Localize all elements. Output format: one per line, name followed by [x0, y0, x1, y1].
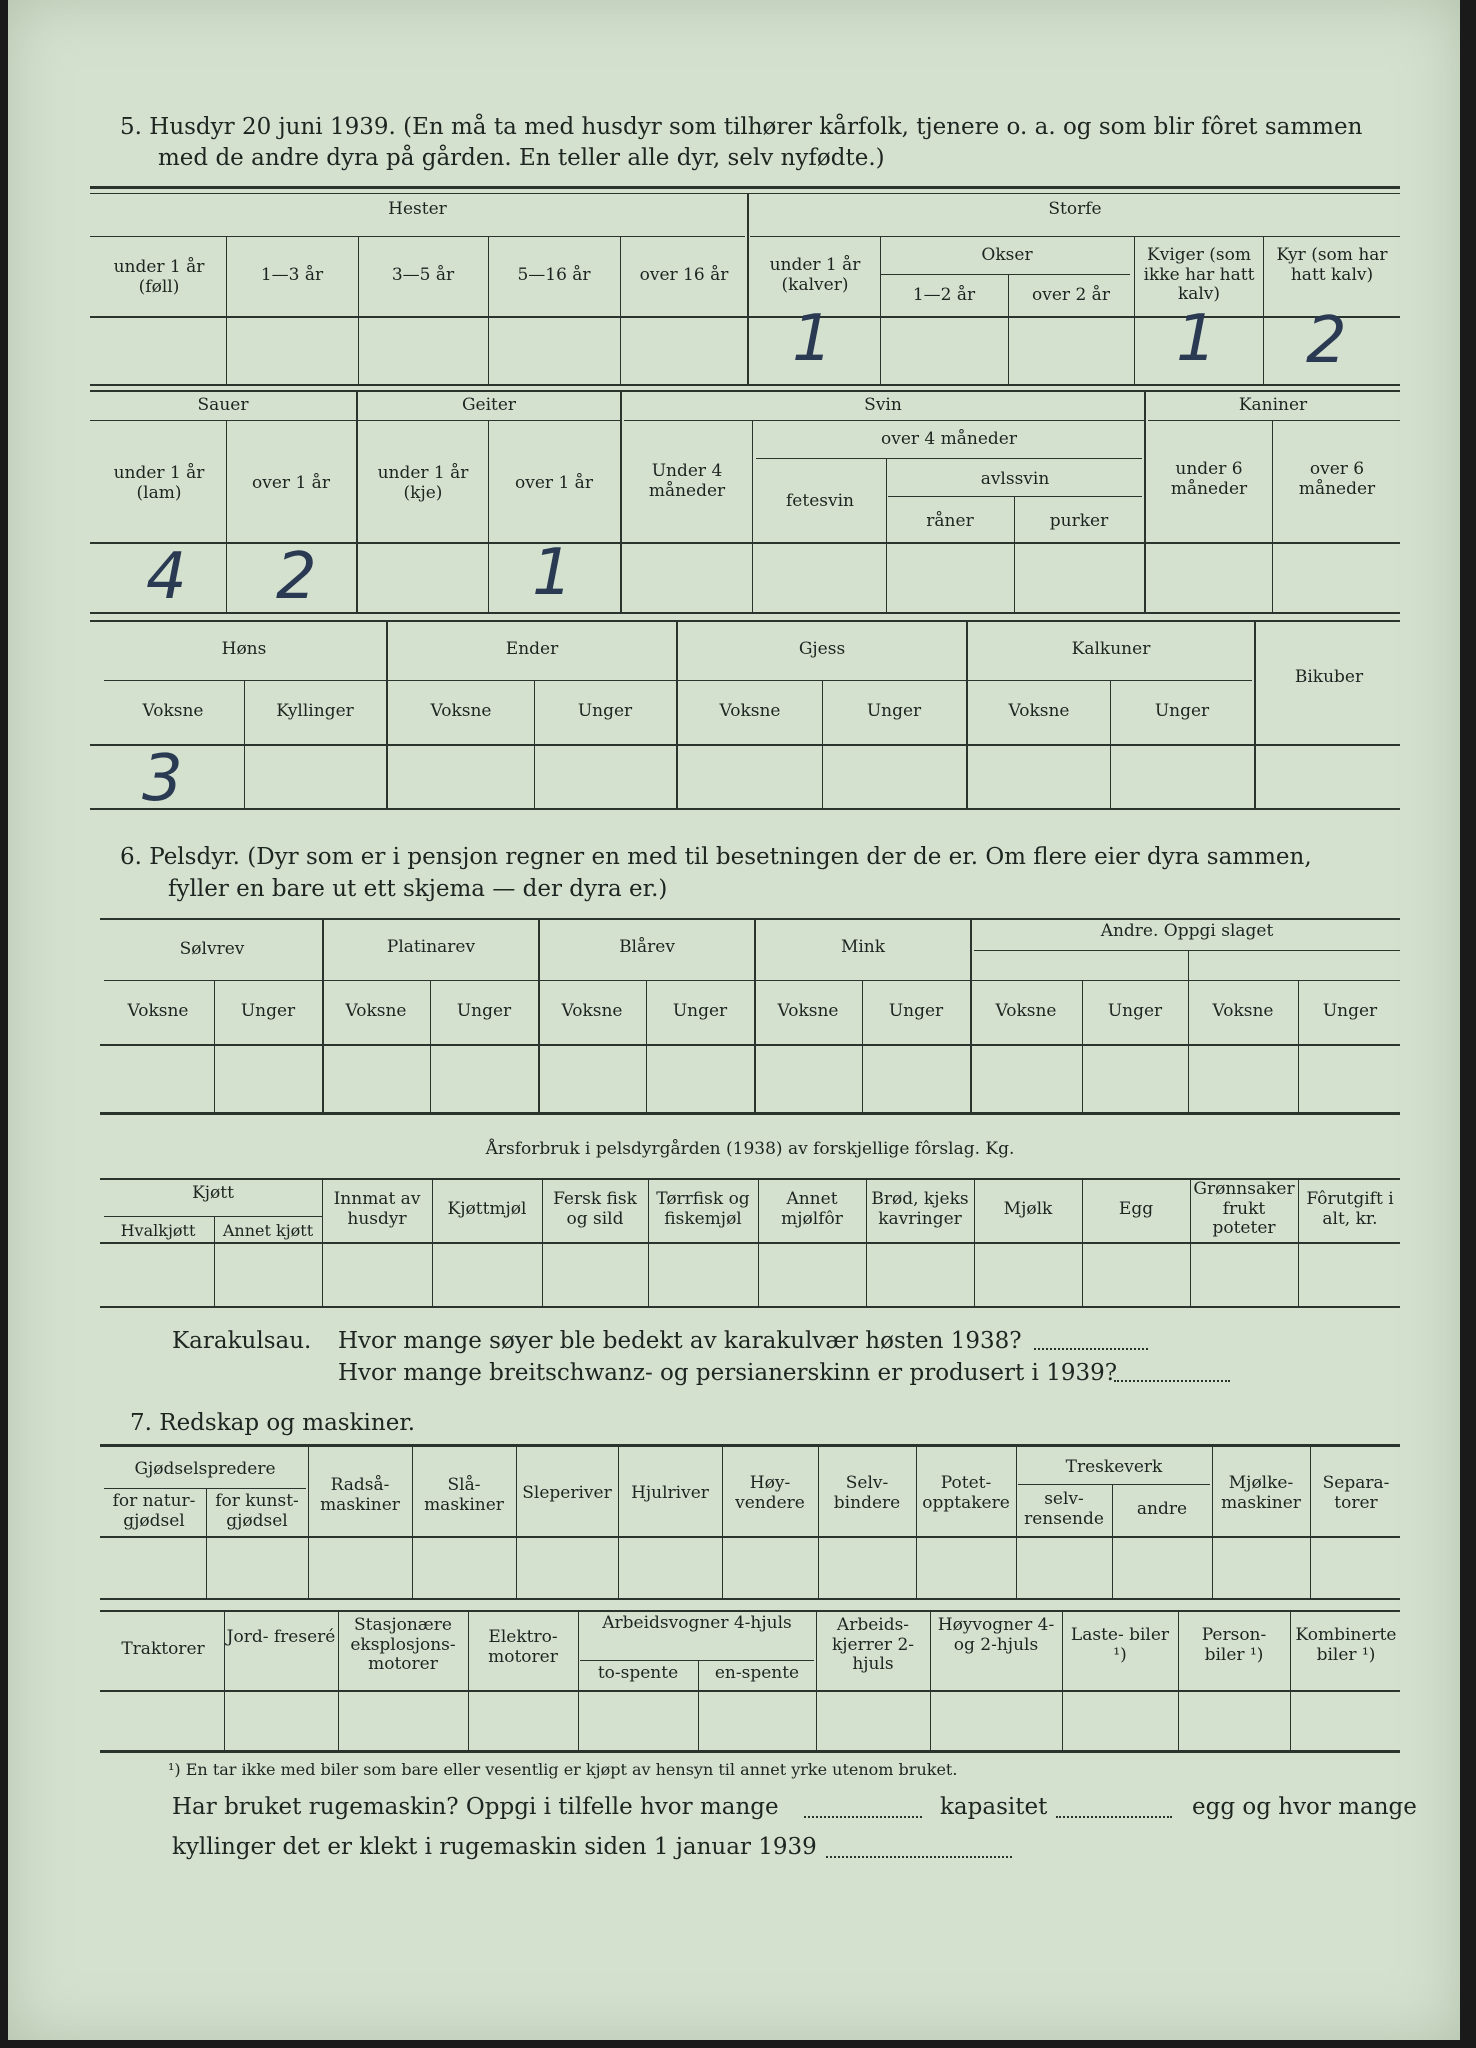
torrfisk-header: Tørrfisk og fiskemjøl	[656, 1189, 750, 1229]
storfe-header: Storfe	[1048, 199, 1102, 219]
value-hons-voksne: 3	[142, 742, 183, 816]
innmat-header: Innmat av husdyr	[333, 1189, 421, 1229]
svin-under4: Under 4 måneder	[648, 461, 726, 501]
traktorer-header: Traktorer	[121, 1639, 205, 1659]
value-kalver: 1	[792, 302, 833, 376]
sec5-intro-line1: 5. Husdyr 20 juni 1939. (En må ta med husdyr som tilhører kårfolk, tjenere o. a. og som blir fôret sammen	[120, 114, 1363, 140]
value-kviger: 1	[1176, 302, 1217, 376]
solvrev-voksne: Voksne	[127, 1001, 189, 1021]
solvrev-unger: Unger	[240, 1001, 296, 1021]
okser-over2: over 2 år	[1032, 285, 1110, 305]
platinarev-header: Platinarev	[386, 937, 476, 957]
enspente-header: en-spente	[714, 1663, 800, 1683]
rugemaskin-question: Har bruket rugemaskin? Oppgi i tilfelle hvor mange	[172, 1794, 779, 1820]
svin-over4: over 4 måneder	[881, 429, 1017, 449]
hester-header: Hester	[388, 199, 447, 219]
gjess-voksne: Voksne	[719, 701, 781, 721]
rugemaskin-egg-label: egg og hvor mange	[1192, 1794, 1417, 1820]
kombi-header: Kombinerte biler ¹)	[1295, 1625, 1397, 1665]
gjess-header: Gjess	[798, 639, 846, 659]
sauer-over1: over 1 år	[252, 473, 330, 493]
sec6-intro-line2: fyller en bare ut ett skjema — der dyra er.)	[168, 876, 668, 902]
andre-header: Andre. Oppgi slaget	[1100, 921, 1274, 941]
sec5-intro-line2: med de andre dyra på gården. En teller alle dyr, selv nyfødte.)	[158, 145, 885, 171]
mjolke-header: Mjølke- maskiner	[1221, 1473, 1301, 1513]
hester-under1: under 1 år (føll)	[113, 257, 205, 297]
gronnsaker-header: Grønnsaker frukt poteter	[1193, 1179, 1295, 1239]
hoyvogner-header: Høyvogner 4- og 2-hjuls	[937, 1615, 1055, 1655]
kyr-header: Kyr (som har hatt kalv)	[1276, 245, 1388, 285]
elektro-header: Elektro- motorer	[488, 1627, 558, 1667]
hester-over16: over 16 år	[639, 265, 729, 285]
karakul-q1-answer-line[interactable]	[1034, 1348, 1148, 1350]
footnote: ¹) En tar ikke med biler som bare eller vesentlig er kjøpt av hensyn til annet yrke utenom bruket.	[168, 1760, 958, 1779]
ender-header: Ender	[505, 639, 559, 659]
karakul-q2: Hvor mange breitschwanz- og persianerskinn er produsert i 1939?	[338, 1360, 1118, 1386]
geiter-header: Geiter	[461, 395, 517, 415]
bikuber-header: Bikuber	[1294, 667, 1364, 687]
kalkuner-header: Kalkuner	[1071, 639, 1151, 659]
value-geit-over1: 1	[532, 536, 573, 610]
svin-purker: purker	[1049, 511, 1109, 531]
kjerrer-header: Arbeids- kjerrer 2-hjuls	[831, 1615, 915, 1675]
census-form-page	[8, 0, 1460, 2040]
radsa-header: Radså- maskiner	[320, 1475, 400, 1515]
tospente-header: to-spente	[597, 1663, 679, 1683]
karakul-q2-answer-line[interactable]	[1114, 1380, 1230, 1382]
karakul-label: Karakulsau.	[172, 1328, 312, 1354]
arbeidsvogner-header: Arbeidsvogner 4-hjuls	[602, 1613, 792, 1633]
blarev-unger: Unger	[672, 1001, 728, 1021]
potet-header: Potet- opptakere	[922, 1473, 1010, 1513]
hjulriver-header: Hjulriver	[631, 1483, 709, 1503]
hester-1-3: 1—3 år	[260, 265, 324, 285]
kaniner-header: Kaniner	[1238, 395, 1308, 415]
sec6-intro-line1: 6. Pelsdyr. (Dyr som er i pensjon regner en med til besetningen der de er. Om flere eier dyra sammen,	[120, 844, 1312, 870]
ender-voksne: Voksne	[430, 701, 492, 721]
sla-header: Slå- maskiner	[424, 1475, 504, 1515]
kalkuner-voksne: Voksne	[1008, 701, 1070, 721]
andre1-unger: Unger	[1107, 1001, 1163, 1021]
blarev-voksne: Voksne	[561, 1001, 623, 1021]
rugemaskin-kapasitet-line[interactable]	[1056, 1816, 1172, 1818]
kjottmjol-header: Kjøttmjøl	[447, 1199, 527, 1219]
andre2-unger: Unger	[1322, 1001, 1378, 1021]
kaniner-under6: under 6 måneder	[1170, 459, 1248, 499]
annet-mjolfor-header: Annet mjølfôr	[781, 1189, 843, 1229]
svin-fetesvin: fetesvin	[786, 491, 854, 511]
brod-header: Brød, kjeks kavringer	[871, 1189, 969, 1229]
andre-tresk-header: andre	[1136, 1499, 1188, 1519]
blarev-header: Blårev	[619, 937, 675, 957]
person-header: Person- biler ¹)	[1201, 1625, 1267, 1665]
kaniner-over6: over 6 måneder	[1298, 459, 1376, 499]
geiter-under1: under 1 år (kje)	[377, 463, 469, 503]
storfe-kalver: under 1 år (kalver)	[769, 255, 861, 295]
gjess-unger: Unger	[866, 701, 922, 721]
okser-header: Okser	[981, 245, 1033, 265]
sleperiver-header: Sleperiver	[522, 1483, 612, 1503]
egg-header: Egg	[1118, 1199, 1154, 1219]
mink-header: Mink	[840, 937, 886, 957]
andre1-voksne: Voksne	[995, 1001, 1057, 1021]
kunst-header: for kunst- gjødsel	[215, 1491, 299, 1531]
rugemaskin-line2: kyllinger det er klekt i rugemaskin siden 1 januar 1939	[172, 1834, 817, 1860]
kalkuner-unger: Unger	[1154, 701, 1210, 721]
rugemaskin-antall-line[interactable]	[804, 1816, 922, 1818]
forbruk-title: Årsforbruk i pelsdyrgården (1938) av forskjellige fôrslag. Kg.	[485, 1139, 1015, 1159]
gjodsel-header: Gjødselspredere	[134, 1459, 276, 1479]
hons-kyllinger: Kyllinger	[276, 701, 354, 721]
hoy-header: Høy- vendere	[735, 1473, 805, 1513]
andre2-voksne: Voksne	[1212, 1001, 1274, 1021]
hons-voksne: Voksne	[142, 701, 204, 721]
forutgift-header: Fôrutgift i alt, kr.	[1306, 1189, 1394, 1229]
hvalkjott-header: Hvalkjøtt	[120, 1221, 196, 1240]
okser-1-2: 1—2 år	[912, 285, 976, 305]
value-lam: 4	[146, 540, 187, 614]
sec7-title: 7. Redskap og maskiner.	[130, 1410, 416, 1436]
platinarev-unger: Unger	[456, 1001, 512, 1021]
stasj-header: Stasjonære eksplosjons- motorer	[350, 1615, 456, 1675]
selvrensende-header: selv- rensende	[1024, 1489, 1104, 1529]
karakul-q1: Hvor mange søyer ble bedekt av karakulvær høsten 1938?	[338, 1328, 1022, 1354]
geiter-over1: over 1 år	[515, 473, 593, 493]
natur-header: for natur- gjødsel	[112, 1491, 196, 1531]
hester-5-16: 5—16 år	[517, 265, 591, 285]
separ-header: Separa- torer	[1322, 1473, 1390, 1513]
value-sau-over1: 2	[276, 540, 317, 614]
sauer-header: Sauer	[197, 395, 249, 415]
svin-header: Svin	[864, 395, 902, 415]
laste-header: Laste- biler ¹)	[1070, 1625, 1170, 1665]
ender-unger: Unger	[577, 701, 633, 721]
platinarev-voksne: Voksne	[345, 1001, 407, 1021]
solvrev-header: Sølvrev	[179, 939, 245, 959]
value-kyr: 2	[1306, 304, 1347, 378]
kjott-header: Kjøtt	[192, 1183, 234, 1203]
treskeverk-header: Treskeverk	[1065, 1457, 1163, 1477]
mjolk-header: Mjølk	[1003, 1199, 1053, 1219]
hester-3-5: 3—5 år	[391, 265, 455, 285]
kviger-header: Kviger (som ikke har hatt kalv)	[1143, 245, 1255, 305]
selv-header: Selv- bindere	[833, 1473, 901, 1513]
hons-header: Høns	[221, 639, 267, 659]
mink-voksne: Voksne	[777, 1001, 839, 1021]
sauer-under1: under 1 år (lam)	[113, 463, 205, 503]
jord-header: Jord- freseré	[226, 1627, 336, 1647]
rugemaskin-kyllinger-line[interactable]	[826, 1856, 1012, 1858]
mink-unger: Unger	[888, 1001, 944, 1021]
rugemaskin-kapasitet-label: kapasitet	[940, 1794, 1048, 1820]
svin-avlssvin: avlssvin	[980, 469, 1050, 489]
svin-raner: råner	[926, 511, 974, 531]
annet-kjott-header: Annet kjøtt	[222, 1221, 314, 1240]
fersk-fisk-header: Fersk fisk og sild	[553, 1189, 637, 1229]
